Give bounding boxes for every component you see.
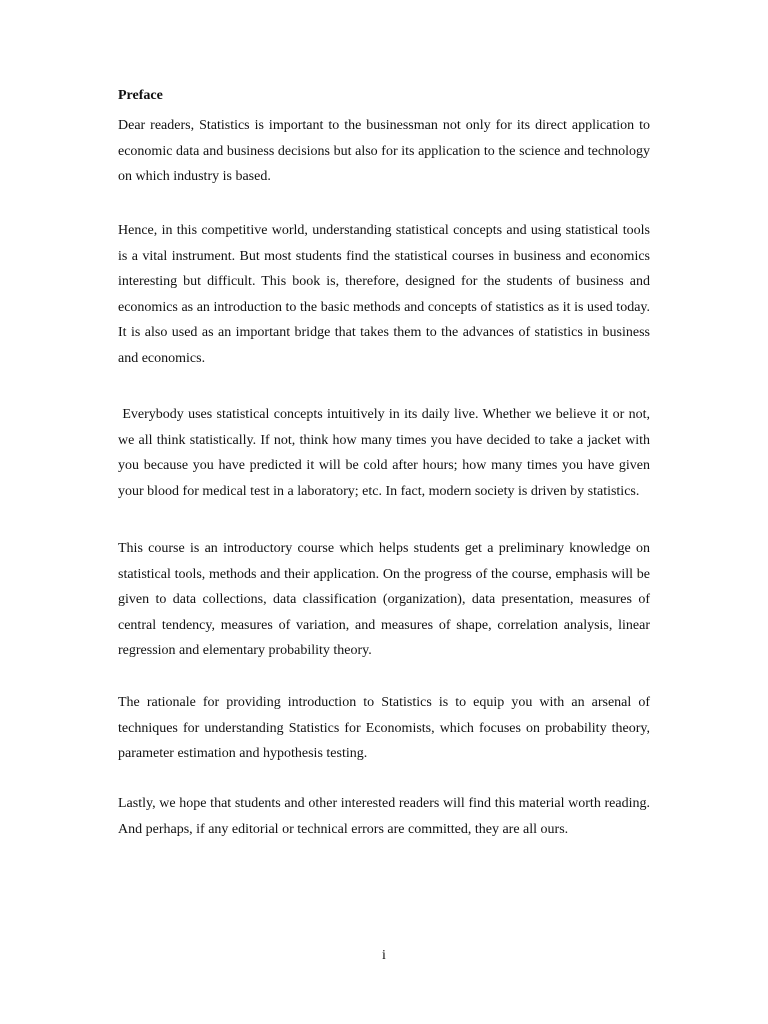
- paragraph-rationale: The rationale for providing introduction to Statistics is to equip you with an arsenal of techniques for understanding Statistics for Economists, which focuses on probability theory, parameter estimation and hypothesis testing.: [118, 695, 650, 762]
- page-number: i: [382, 948, 386, 963]
- paragraph-course-description: This course is an introductory course which helps students get a preliminary knowledge on statistical tools, methods and their application. On the progress of the course, emphasis will be given to data collections, data classification (organization), data presentation, measures of central tendency, measures of variation, and measures of shape, correlation analysis, linear regression and elementary probability theory.: [118, 541, 650, 659]
- paragraph-intro: Dear readers, Statistics is important to the businessman not only for its direct application to economic data and business decisions but also for its application to the science and technology on which industry is based.: [118, 118, 650, 185]
- paragraph-purpose: Hence, in this competitive world, understanding statistical concepts and using statistical tools is a vital instrument. But most students find the statistical courses in business and economics interesting but difficult. This book is, therefore, designed for the students of business and economics as an introduction to the basic methods and concepts of statistics as it is used today. It is also used as an important bridge that takes them to the advances of statistics in business and economics.: [118, 223, 650, 366]
- paragraph-everyday-statistics: Everybody uses statistical concepts intuitively in its daily live. Whether we believe it or not, we all think statistically. If not, think how many times you have decided to take a jacket with you because you have predicted it will be cold after hours; how many times you have given your blood for medical test in a laboratory; etc. In fact, modern society is driven by statistics.: [118, 407, 654, 499]
- preface-heading: Preface: [118, 88, 163, 103]
- paragraph-closing: Lastly, we hope that students and other interested readers will find this material worth reading. And perhaps, if any editorial or technical errors are committed, they are all ours.: [118, 796, 650, 837]
